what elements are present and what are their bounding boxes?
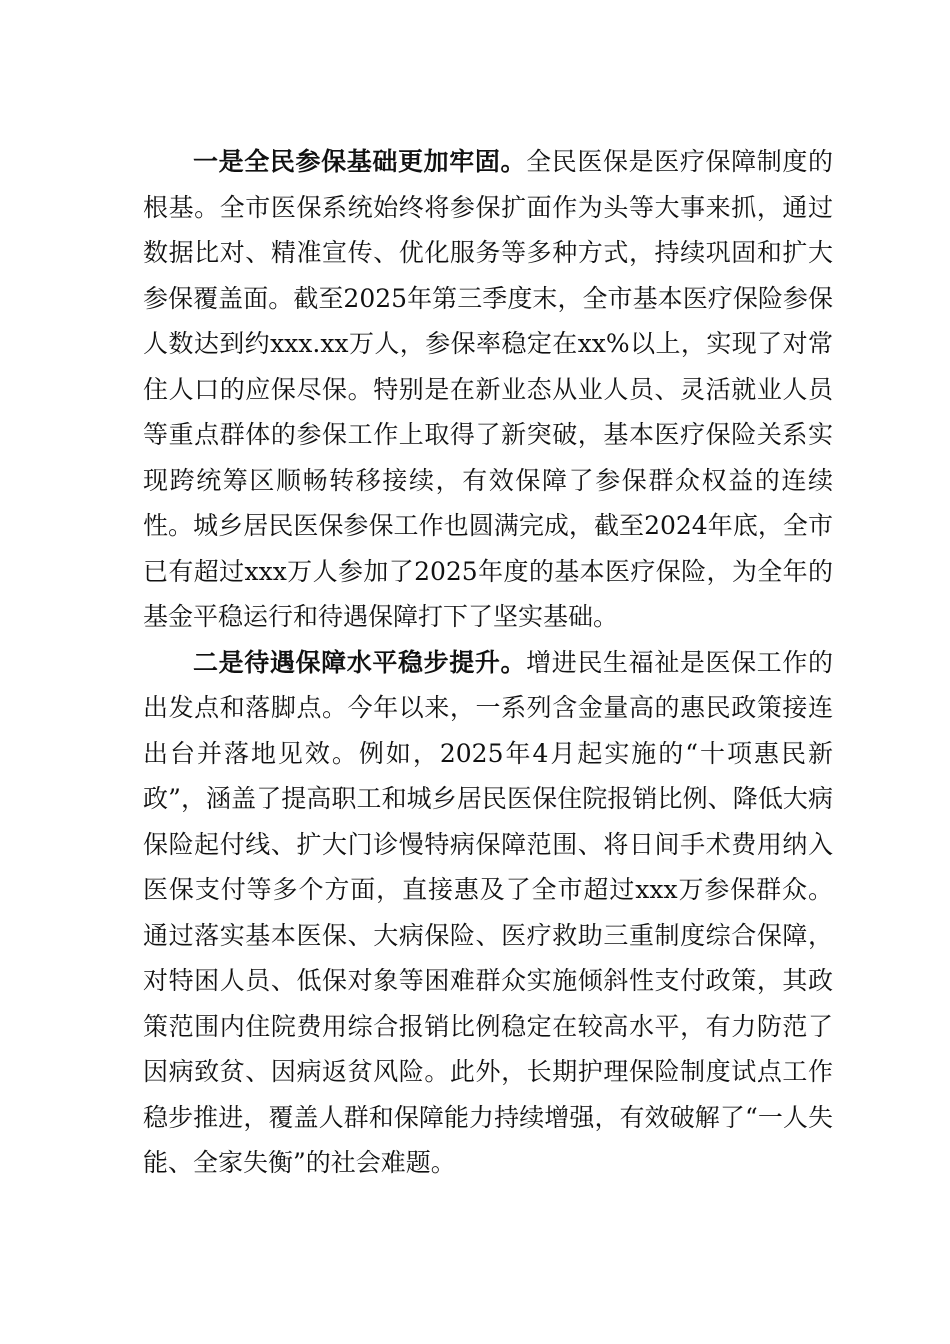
document-body	[143, 139, 833, 1186]
paragraph-benefit-guarantee	[143, 640, 833, 1186]
paragraph-heading: 一是全民参保基础更加牢固。	[193, 147, 527, 176]
paragraph-text: 全民医保是医疗保障制度的根基。全市医保系统始终将参保扩面作为头等大事来抓，通过数据比对、精准宣传、优化服务等多种方式，持续巩固和扩大参保覆盖面。截至2025年第三季度末，全市基本医疗保险参保人数达到约xxx.xx万人，参保率稳定在xx%以上，实现了对常住人口的应保尽保。特别是在新业态从业人员、灵活就业人员等重点群体的参保工作上取得了新突破，基本医疗保险关系实现跨统筹区顺畅转移接续，有效保障了参保群众权益的连续性。城乡居民医保参保工作也圆满完成，截至2024年底，全市已有超过xxx万人参加了2025年度的基本医疗保险，为全年的基金平稳运行和待遇保障打下了坚实基础。	[143, 147, 833, 631]
paragraph-heading: 二是待遇保障水平稳步提升。	[193, 647, 527, 677]
paragraph-insurance-coverage	[143, 139, 833, 640]
paragraph-text: 增进民生福祉是医保工作的出发点和落脚点。今年以来，一系列含金量高的惠民政策接连出台并落地见效。例如，2025年4月起实施的“十项惠民新政”，涵盖了提高职工和城乡居民医保住院报销比例、降低大病保险起付线、扩大门诊慢特病保障范围、将日间手术费用纳入医保支付等多个方面，直接惠及了全市超过xxx万参保群众。通过落实基本医保、大病保险、医疗救助三重制度综合保障，对特困人员、低保对象等困难群众实施倾斜性支付政策，其政策范围内住院费用综合报销比例稳定在较高水平，有力防范了因病致贫、因病返贫风险。此外，长期护理保险制度试点工作稳步推进，覆盖人群和保障能力持续增强，有效破解了“一人失能、全家失衡”的社会难题。	[143, 647, 833, 1177]
